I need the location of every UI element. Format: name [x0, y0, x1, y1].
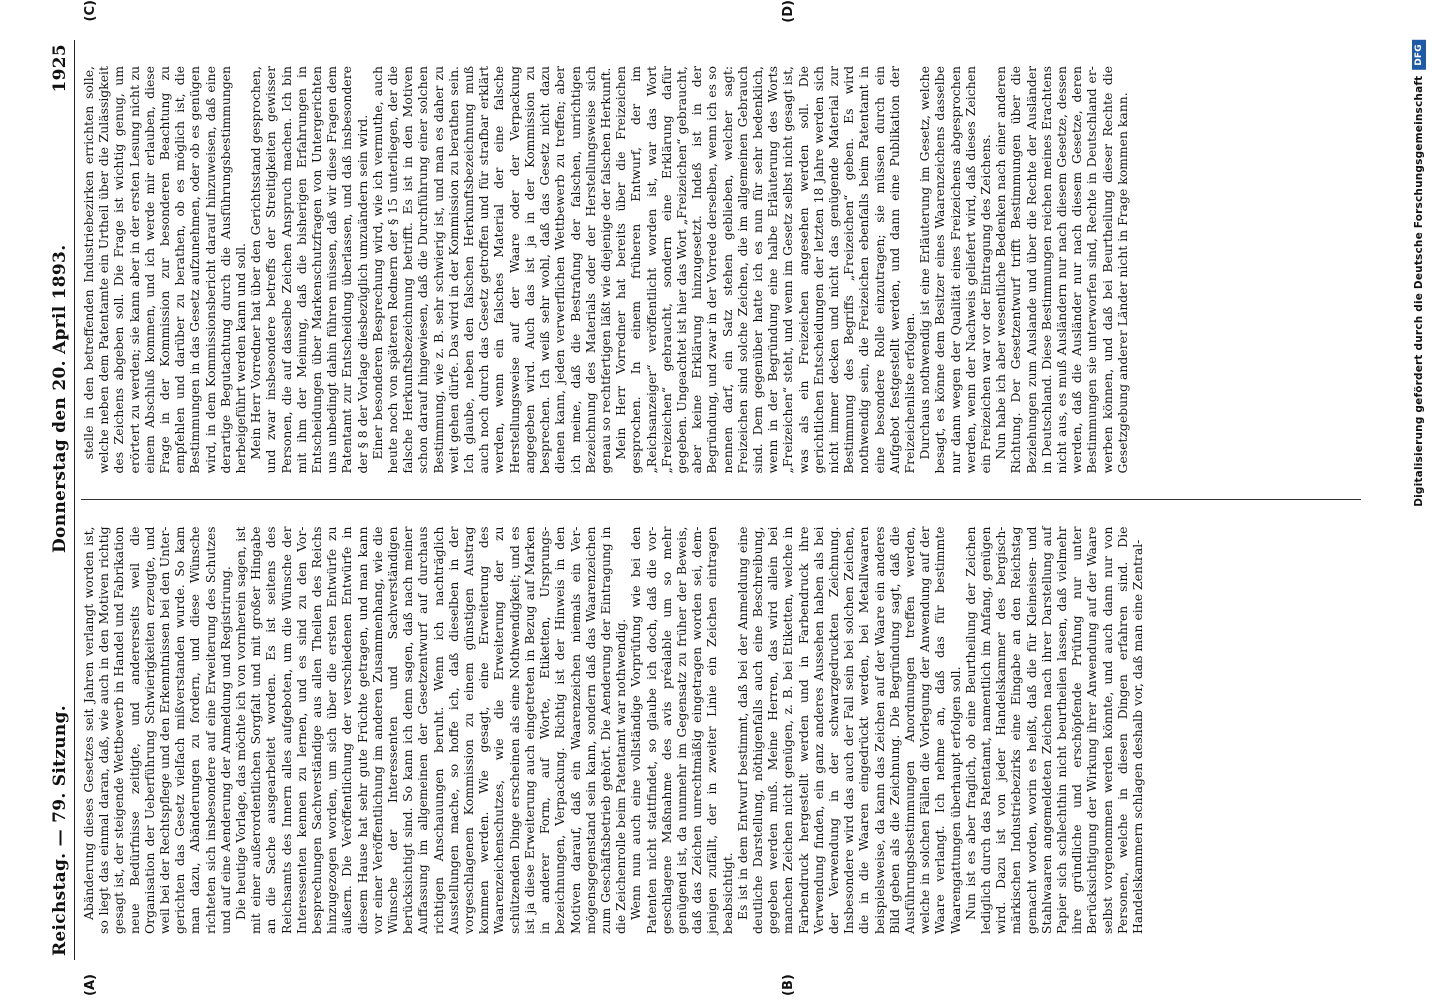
paragraph: stelle in den betreffenden Industriebezirken errichten solle, welche neben dem Patentamte ein Urtheil über die Zulässigkeit des Zeichens abgeben soll. Die Frage ist wichtig genug, um erörtert zu werden; sie kann aber in der ersten Lesung nicht zu einem Abschluß kommen, und ich werde mir erlauben, diese Frage in der Kommission zur besonderen Beachtung zu empfehlen und darüber zu berathen, ob es möglich ist, die Bestimmungen in das Gesetz aufzunehmen, oder ob es genügen wird, in dem Kommissionsbericht darauf hinzuweisen, daß eine derartige Begutachtung durch die Ausführungsbestimmungen herbeigeführt werden kann und soll. [81, 66, 249, 474]
paragraph: Es ist in dem Entwurf bestimmt, daß bei der Anmeldung eine deutliche Darstellung, nöthigenfalls auch eine Beschreibung, gegeben werden muß. Meine Herren, das wird allein bei manchen Zeichen nicht genügen, z. B. bei Etiketten, welche in Farbendruck hergestellt werden und in Farbendruck ihre Verwendung finden, ein ganz anderes Aussehen haben als bei der Verwendung in der schwarzgedruckten Zeichnung. Insbesondere wird das auch der Fall sein bei solchen Zeichen, die in die Waaren eingedrückt werden, bei Metallwaaren beispielsweise, da kann das Zeichen auf der Waare ein anderes Bild geben als die Zeichnung. Die Begründung sagt, daß die Ausführungsbestimmungen Anordnungen treffen werden, welche in solchen Fällen die Vorlegung der Anwendung auf der Waare verlangt. Ich nehme an, daß das für bestimmte Waarengattungen überhaupt erfolgen soll. [734, 526, 963, 934]
page-number: 1925 [50, 44, 70, 93]
marker-b: (B) [781, 974, 796, 996]
marker-d: (D) [781, 0, 796, 23]
right-column [81, 0, 1361, 501]
paragraph: Durchaus nothwendig ist eine Erläuterung im Gesetz, welche besagt, es könne dem Besitzer eines Waarenzeichens dasselbe nur dann wegen der Qualität eines Freizeichens abgesprochen werden, wenn der Nachweis geliefert wird, daß dieses Zeichen ein Freizeichen war vor der Eintragung des Zeichens. [917, 66, 993, 474]
paragraph: Einer besonderen Besprechung wird, wie ich vermuthe, auch heute noch von späteren Rednern der § 15 unterliegen, der die falsche Herkunftsbezeichnung betrifft. Es ist in den Motiven schon darauf hingewiesen, daß die Durchführung einer solchen Bestimmung, wie z. B. sehr schwierig ist, und man es daher zu weit gehen dürfe. Das wird in der Kommission zu berathen sein. Ich glaube, neben den falschen Herkunftsbezeichnung muß auch noch durch das Gesetz getroffen und für strafbar erklärt werden, wenn ein falsches Material der eine falsche Herstellungsweise auf der Waare oder der Verpackung angegeben wird. Auch das ist ja in der Kommission zu besprechen. Ich weiß sehr wohl, daß das Gesetz nicht dazu dienen kann, jeden verwerflichen Wettbewerb zu treffen; aber ich meine, daß die Bestrafung der falschen, unrichtigen Bezeichnung des Materials oder der Herstellungsweise sich genau so rechtfertigen läßt wie diejenige der falschen Herkunft. [369, 66, 613, 474]
paragraph: Die heutige Vorlage, das möchte ich von vornherein sagen, ist mit einer außerordentlichen Sorgfalt und mit großer Hingabe an die Sache ausgearbeitet worden. Es ist seitens des Reichsamts des Innern alles aufgeboten, um die Wünsche der Interessenten kennen zu lernen, und es sind zu den Vorbesprechungen Sachverständige aus allen Theilen des Reichs hinzugezogen worden, um sich über die ersten Entwürfe zu äußern. Die Veröffentlichung der verschiedenen Entwürfe in diesem Hause hat sehr gute Früchte getragen, und man kann vor einer Veröffentlichung im anderen Zusammenhang, wie die Wünsche der Interessenten und Sachverständigen berücksichtigt sind. So kann ich denn sagen, daß nach meiner Auffassung im allgemeinen der Gesetzentwurf auf durchaus richtigen Anschauungen beruht. Wenn ich nachträglich Ausstellungen mache, so hoffe ich, daß dieselben in der vorgeschlagenen Kommission zu einem günstigen Austrag kommen werden. Wie gesagt, eine Erweiterung des Waarenzeichenschutzes, wie die Erweiterung der zu schützenden Dinge erscheinen als eine Nothwendigkeit; und es ist ja diese Erweiterung auch eingetreten in Bezug auf Marken in anderer Form, auf Worte, Etiketten, Ursprungsbezeichnungen, Verpackung. Richtig ist der Hinweis in den Motiven darauf, daß ein Waarenzeichen niemals ein Vermögensgegenstand sein kann, sondern daß das Waarenzeichen zum Geschäftsbetrieb gehört. Die Aenderung der Eintragung in die Zeichenrolle beim Patentamt war nothwendig. [233, 526, 629, 934]
digitization-note [1412, 40, 1426, 507]
paragraph: Mein Herr Vorredner hat über den Gerichtsstand gesprochen, und zwar insbesondere betreffs der Streitigkeiten gewisser Personen, die auf dasselbe Zeichen Anspruch machen. Ich bin mit ihm der Meinung, daß die bisherigen Erfahrungen in Entscheidungen über Markenschutzfragen von Untergerichten uns unbedingt dahin führen müssen, daß wir diese Fragen dem Patentamt zur Entscheidung überlassen, und daß insbesondere der § 8 der Vorlage diesbezüglich umzuändern sein wird. [248, 66, 370, 474]
paragraph: Nun habe ich aber wesentliche Bedenken nach einer anderen Richtung. Der Gesetzentwurf trifft Bestimmungen über die Beziehungen zum Auslande und über die Rechte der Ausländer in Deutschland. Diese Bestimmungen reichen meines Erachtens nicht aus, es muß Ausländern nur nach diesem Gesetze, dessen werden, daß die Ausländer nur nach diesem Gesetze, deren Bestimmungen sie unterworfen sind, Rechte in Deutschland erwerben können, und daß bei Beurtheilung dieser Rechte die Gesetzgebung anderer Länder nicht in Frage kommen kann. [993, 66, 1130, 474]
left-column [81, 501, 1361, 996]
header-left: Reichstag. — 79. Sitzung. [50, 705, 70, 956]
paragraph: Abänderung dieses Gesetzes seit Jahren verlangt worden ist, so liegt das einmal daran, daß, wie auch in den Motiven richtig gesagt ist, der steigende Wettbewerb in Handel und Fabrikation neue Bedürfnisse zeitigte, und andererseits weil die Organisation der Ueberführung Schwierigkeiten erzeugte, und weil bei der Rechtspflege und den Erkenntnissen bei den Untergerichten das Gesetz vielfach mißverstanden wurde. So kam man dazu, Abänderungen zu fordern, und diese Wünsche richteten sich insbesondere auf eine Erweiterung des Schutzes und auf eine Aenderung der Anmeldung und Registrirung. [81, 526, 233, 934]
dfg-logo: DFG [1412, 40, 1426, 70]
paragraph: Nun ist es aber fraglich, ob eine Beurtheilung der Zeichen lediglich durch das Patentamt, namentlich im Anfang, genügen wird. Dazu ist von jeder Handelskammer des bergisch-märkischen Industriebezirks eine Eingabe an den Reichstag gemacht worden, worin es heißt, daß die für Kleineisen- und Stahlwaaren angemeldeten Zeichen nach ihrer Darstellung auf Papier sich schlechthin nicht beurtheilen lassen, daß vielmehr ihre gründliche und erschöpfende Prüfung nur unter Berücksichtigung der Wirkung ihrer Anwendung auf der Waare selbst vorgenommen werden könnte, und auch dann nur von Personen, welche in diesen Dingen erfahren sind. Die Handelskammern schlagen deshalb vor, daß man eine Zentral- [962, 526, 1146, 934]
header-date: Donnerstag den 20. April 1893. [50, 244, 70, 553]
marker-a: (A) [83, 974, 98, 996]
text-columns [81, 0, 1361, 996]
marker-c: (C) [83, 0, 98, 22]
page-header [50, 40, 75, 960]
paragraph: Wenn nun auch eine vollständige Vorprüfung wie bei den Patenten nicht stattfindet, so glaube ich doch, daß die vorgeschlagene Maßnahme des avis préalable um so mehr genügend ist, da nunmehr im Gegensatz zu früher der Beweis, daß das Zeichen unrechtmäßig eingetragen worden sei, demjenigen zufällt, der in zweiter Linie ein Zeichen eintragen beabsichtigt. [628, 526, 735, 934]
digitization-text: Digitalisierung gefördert durch die Deutsche Forschungsgemeinschaft [1413, 75, 1425, 507]
paragraph: Mein Herr Vorredner hat bereits über die Freizeichen gesprochen. In einem früheren Entwurf, der im „Reichsanzeiger“ veröffentlicht worden ist, war das Wort „Freizeichen“ gebraucht, sondern eine Erklärung dafür gegeben. Ungeachtet ist hier das Wort „Freizeichen“ gebraucht, aber keine Erklärung hinzugesetzt. Indeß ist in der Begründung, und zwar in der Vorrede derselben, wenn ich es so nennen darf, ein Satz stehen geblieben, welcher sagt: Freizeichen sind solche Zeichen, die im allgemeinen Gebrauch sind. Dem gegenüber hatte ich es nun für sehr bedenklich, wenn in der Begründung eine halbe Erläuterung des Worts „Freizeichen“ steht, und wenn im Gesetz selbst nicht gesagt ist, was als ein Freizeichen angesehen werden soll. Die gerichtlichen Entscheidungen der letzten 18 Jahre werden sich nicht immer decken und nicht das genügende Material zur Bestimmung des Begriffs „Freizeichen“ geben. Es wird nothwendig sein, die Freizeichen ebenfalls beim Patentamt in eine besondere Rolle einzutragen; sie müssen durch ein Aufgebot festgestellt werden, und dann eine Publikation der Freizeichenliste erfolgen. [613, 66, 917, 474]
